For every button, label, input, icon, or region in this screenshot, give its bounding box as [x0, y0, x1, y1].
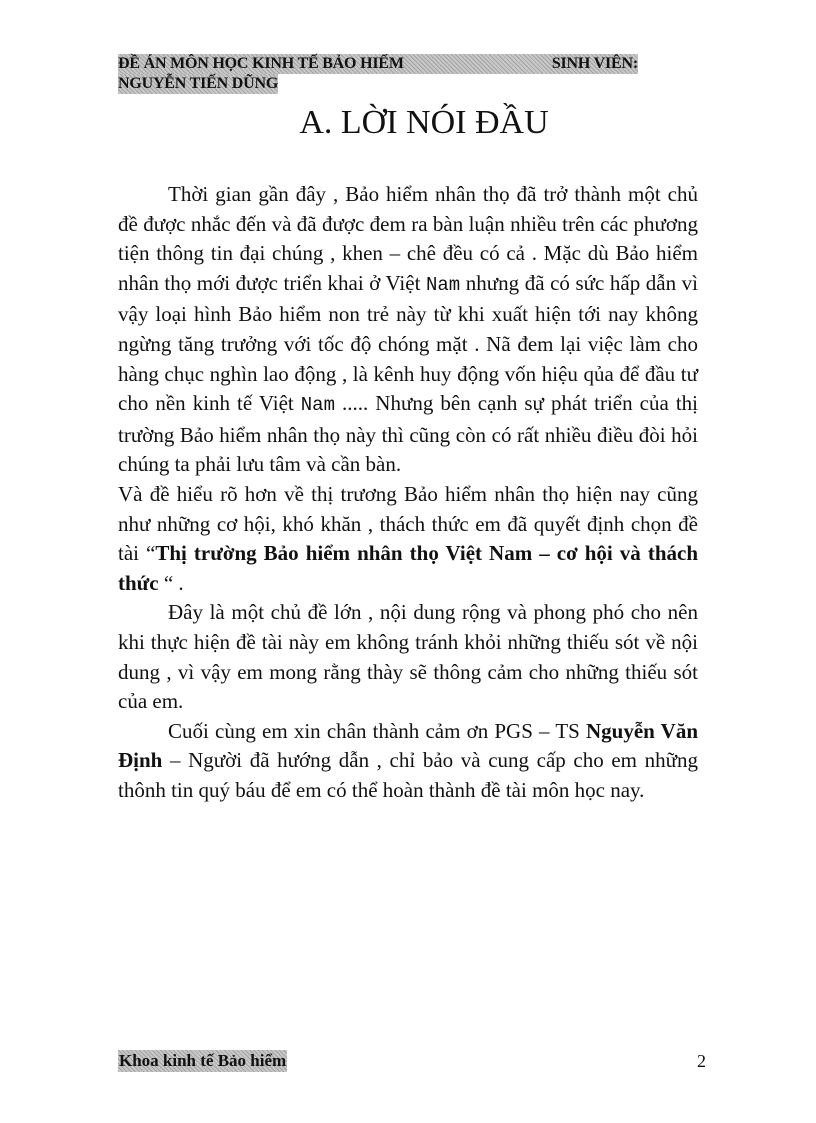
- paragraph-1-nam-2: Nam: [300, 394, 335, 417]
- footer-faculty: Khoa kinh tế Bảo hiểm: [119, 1051, 287, 1070]
- paragraph-4: [118, 717, 698, 806]
- paragraph-1-part-1: Thời gian gần đây , Bảo hiểm nhân thọ đã trở thành một chủ đề được nhắc đến và đã được đem ra bàn luận nhiều trên các phương tiện thông tin đại chúng , khen – chê đều có cả . Mặc dù Bảo hiểm nhân thọ mới được triển khai ở Việt: [118, 182, 698, 295]
- paragraph-1-part-2: nhưng đã có sức hấp dẫn vì vậy loại hình Bảo hiểm non trẻ này từ khi xuất hiện tới nay không ngừng tăng trưởng với tốc độ chóng mặt . Nã đem lại việc làm cho hàng chục nghìn lao động , là kênh huy động vốn hiệu qủa để đầu tư cho nền kinh tế Việt: [118, 270, 699, 416]
- paragraph-1-part-3: ..... Nhưng bên cạnh sự phát triển của thị trường Bảo hiểm nhân thọ này thì cũng còn có rất nhiều điều đòi hỏi chúng ta phải lưu tâm và cần bàn.: [118, 391, 698, 477]
- topic-title: Thị trường Bảo hiểm nhân thọ Việt Nam – cơ hội và thách thức: [118, 541, 699, 595]
- header-student-name: NGUYỄN TIẾN DŨNG: [118, 75, 279, 92]
- paragraph-4-text: Cuối cùng em xin chân thành cảm ơn PGS – TS: [168, 718, 587, 743]
- header-line-1: [118, 54, 638, 74]
- page-number: 2: [697, 1051, 706, 1071]
- page-title: A. LỜI NÓI ĐẦU: [299, 104, 549, 141]
- advisor-name: Nguyễn Văn Định: [118, 718, 698, 773]
- header-course-title: ĐỀ ÁN MÔN HỌC KINH TẾ BẢO HIỂM: [118, 55, 404, 72]
- paragraph-1-nam-1: Nam: [425, 273, 461, 296]
- paragraph-4-end: – Người đã hướng dẫn , chỉ bảo và cung cấp cho em những thônh tin quý báu để em có thể hoàn thành đề tài môn học nay.: [118, 748, 698, 802]
- paragraph-2: [118, 480, 698, 598]
- header-line-2: [118, 74, 278, 94]
- paragraph-2-end: “ .: [158, 570, 184, 595]
- document-body: [118, 180, 698, 805]
- page-header: [118, 54, 638, 94]
- paragraph-1: [118, 180, 698, 480]
- paragraph-3: Đây là một chủ đề lớn , nội dung rộng và phong phó cho nên khi thực hiện đề tài này em không tránh khỏi những thiếu sót về nội dung , vì vậy em mong rằng thày sẽ thông cảm cho những thiếu sót của em.: [118, 600, 698, 714]
- header-student-label: SINH VIÊN:: [551, 55, 638, 72]
- page-footer: [118, 1050, 706, 1072]
- paragraph-2-text: Và đề hiểu rõ hơn về thị trương Bảo hiểm nhân thọ hiện nay cũng như những cơ hội, khó khăn , thách thức em đã quyết định chọn đề tài “: [118, 481, 698, 566]
